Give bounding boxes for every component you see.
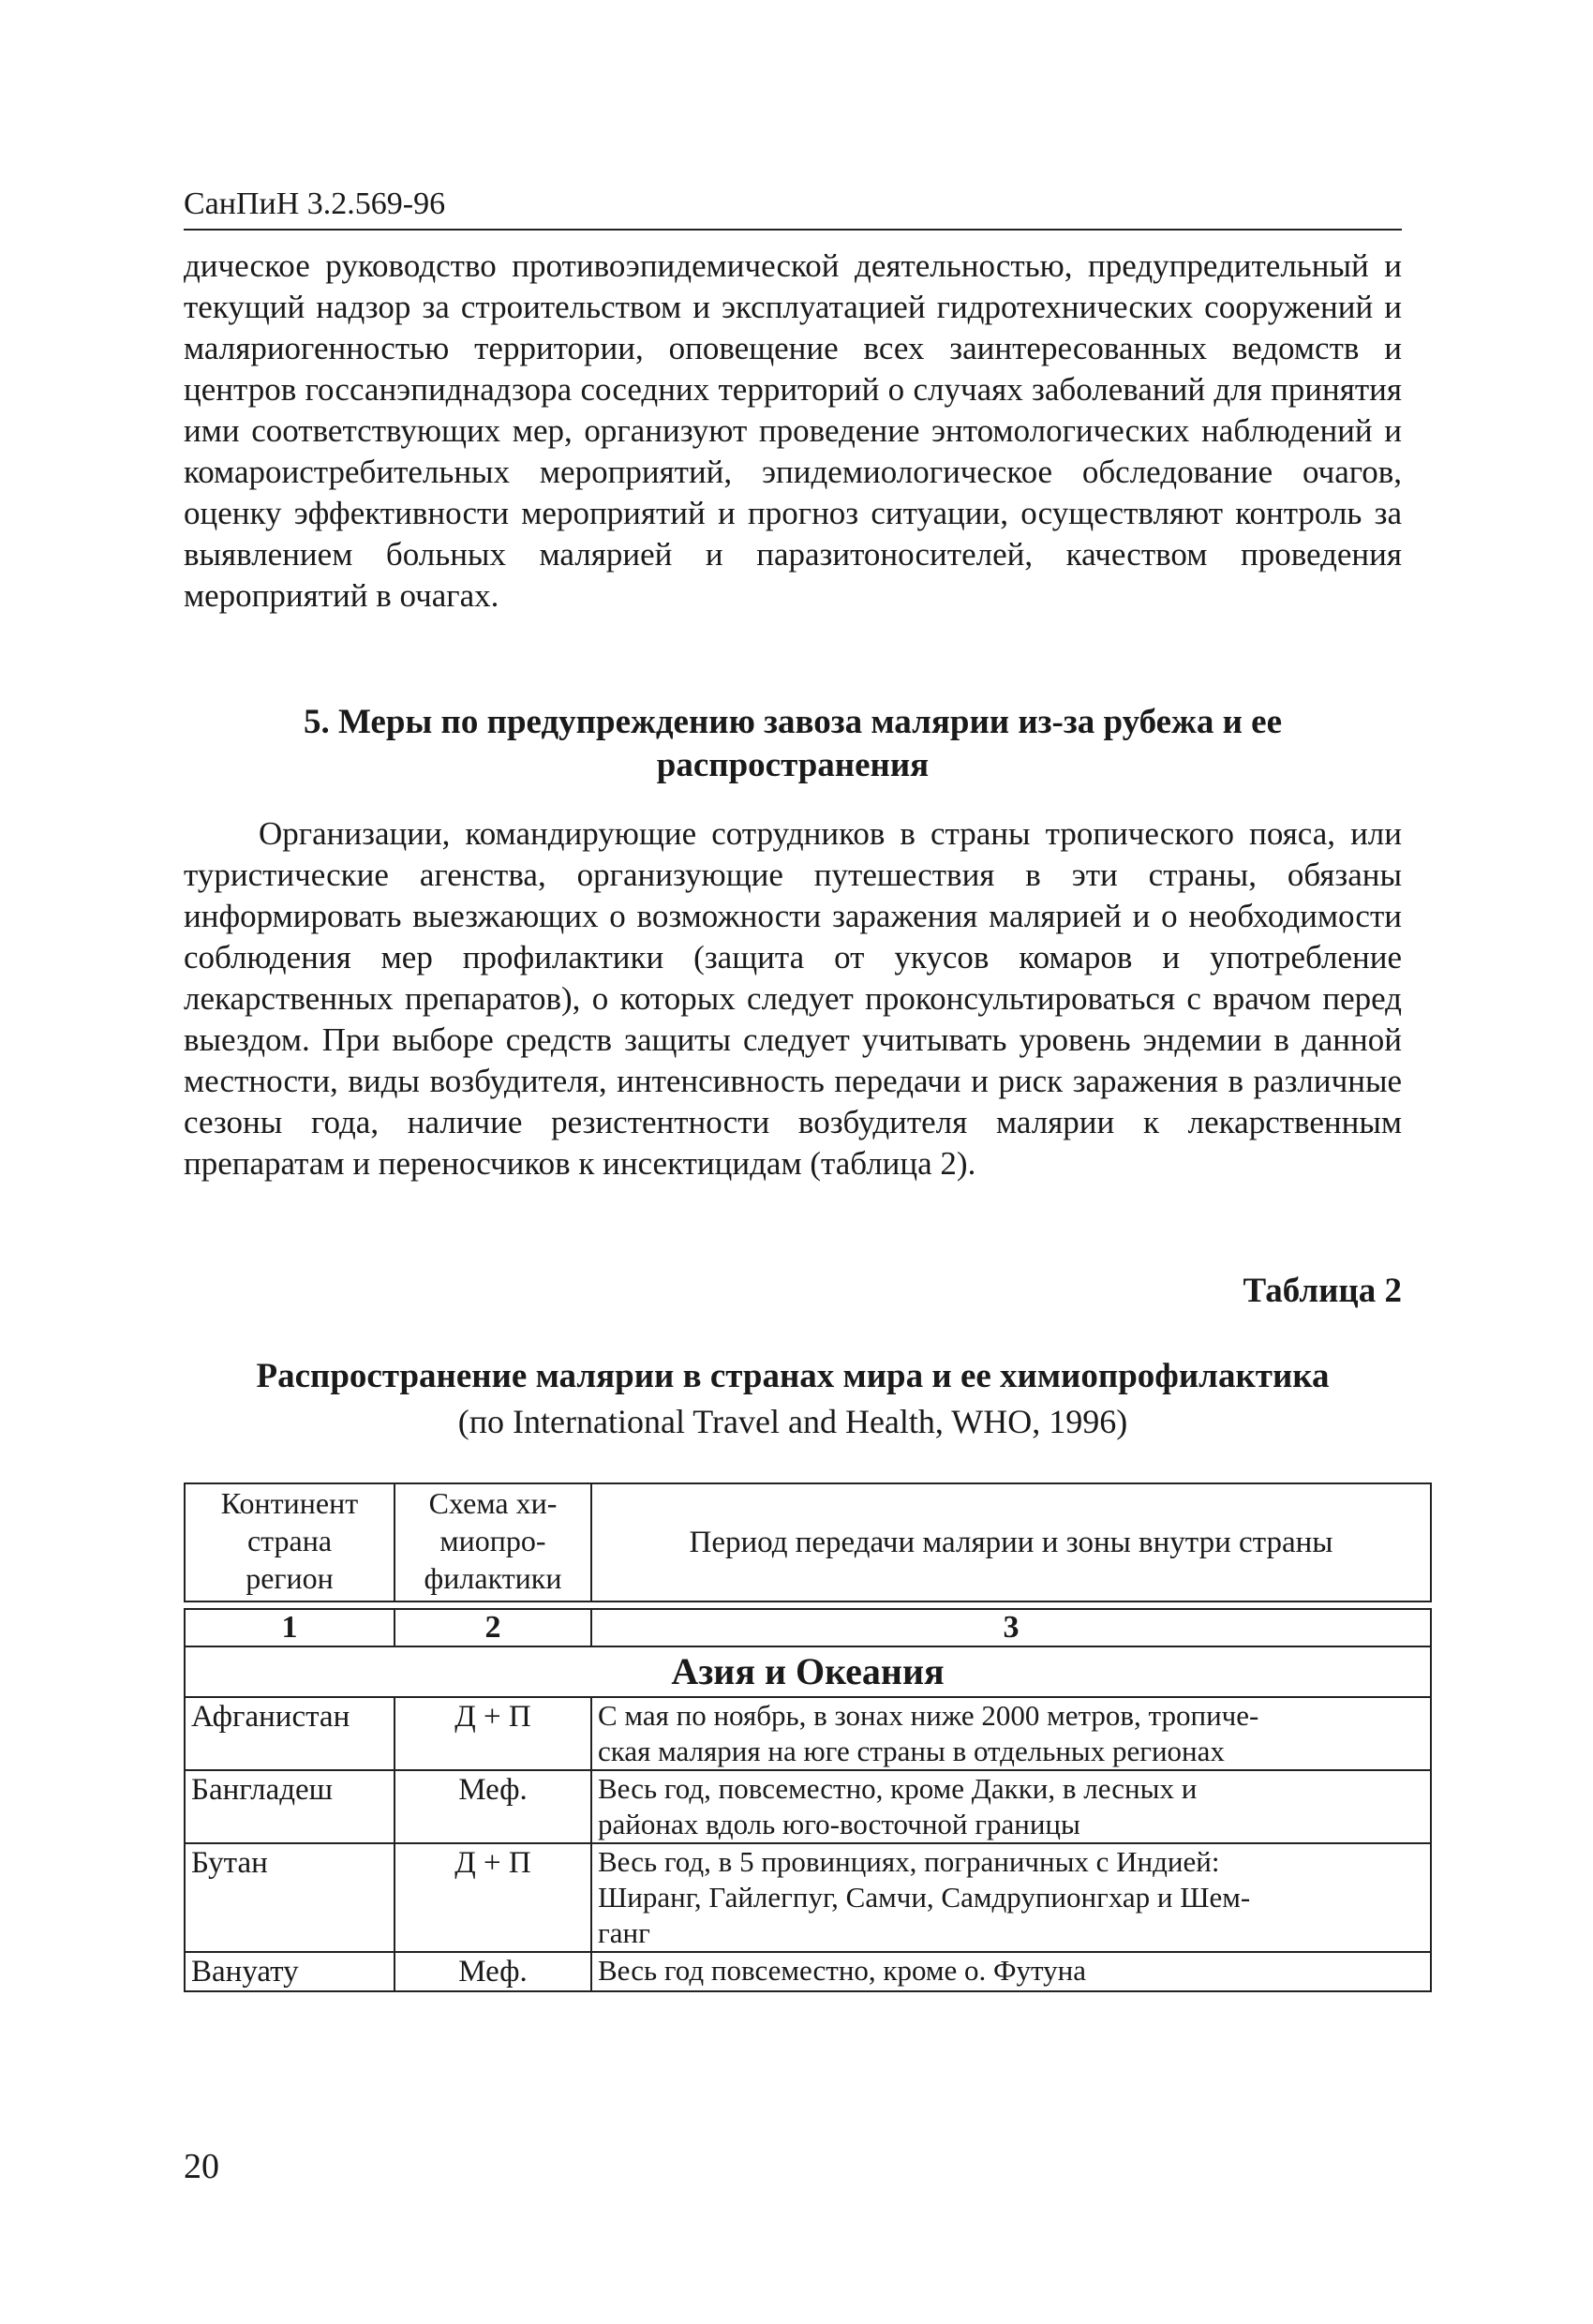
period-cell: Весь год, повсеместно, кроме Дакки, в лесных и районах вдоль юго-восточной границы [591,1770,1431,1843]
paragraph-continued: дическое руководство противоэпидемической деятельностью, предупредительный и текущий надзор за строительством и эксплуатацией гидротехнических сооружений и маляриогенностью территории, оповещение всех заинтересованных ведомств и центров госсанэпиднадзора соседних территорий о случаях заболеваний для принятия ими соответствующих мер, организуют проведение энтомологических наблюдений и комароистребительных мероприятий, эпидемиологическое обследование очагов, оценку эффективности мероприятий и прогноз ситуации, осуществляют контроль за выявлением больных малярией и паразитоносителей, качеством проведения мероприятий в очагах. [184,247,1402,614]
column-number: 2 [395,1609,591,1646]
table-header-row [185,1483,1431,1601]
country-cell: Бутан [185,1843,395,1952]
period-cell: С мая по ноябрь, в зонах ниже 2000 метров, тропиче- ская малярия на юге страны в отдельных регионах [591,1697,1431,1770]
table-row [185,1770,1431,1843]
section-title-line-1: 5. Меры по предупреждению завоза малярии из-за рубежа и ее [303,703,1283,741]
period-cell: Весь год повсеместно, кроме о. Футуна [591,1952,1431,1991]
table-row [185,1697,1431,1770]
country-cell: Афганистан [185,1697,395,1770]
region-row [185,1646,1431,1697]
section-title-line-2: распространения [656,746,930,784]
header-continent: Континент страна регион [185,1483,395,1601]
scheme-cell: Меф. [395,1770,591,1843]
column-number: 1 [185,1609,395,1646]
table-row [185,1952,1431,1991]
malaria-table [184,1482,1432,1992]
country-cell: Бангладеш [185,1770,395,1843]
column-number: 3 [591,1609,1431,1646]
running-header: СанПиН 3.2.569-96 [184,186,446,221]
paragraph-prevention: Организации, командирующие сотрудников в страны тропического пояса, или туристические агенства, организующие путешествия в эти страны, обязаны информировать выезжающих о возможности заражения малярией и о необходимости соблюдения мер профилактики (защита от укусов комаров и употребление лекарственных препаратов), о которых следует проконсультироваться с врачом перед выездом. При выборе средств защиты следует учитывать уровень эндемии в данной местности, виды возбудителя, интенсивность передачи и риск заражения в различные сезоны года, наличие резистентности возбудителя малярии к лекарственным препаратам и переносчиков к инсектицидам (таблица 2). [184,815,1402,1182]
table-source: (по International Travel and Health, WHO, 1996) [457,1403,1128,1440]
scheme-cell: Меф. [395,1952,591,1991]
scheme-cell: Д + П [395,1697,591,1770]
table-title: Распространение малярии в странах мира и ее химиопрофилактика [256,1357,1330,1395]
header-scheme: Схема хи- миопро- филактики [395,1483,591,1601]
table-gap [185,1601,1431,1609]
header-rule [184,229,1402,231]
scheme-cell: Д + П [395,1843,591,1952]
region-heading: Азия и Океания [185,1646,1431,1697]
section-title [184,701,1402,787]
table-label: Таблица 2 [1243,1272,1402,1310]
period-cell: Весь год, в 5 провинциях, пограничных с Индией: Ширанг, Гайлегпуг, Самчи, Самдрупионгхар и Шем- ганг [591,1843,1431,1952]
column-numbers-row [185,1609,1431,1646]
header-period: Период передачи малярии и зоны внутри страны [591,1483,1431,1601]
country-cell: Вануату [185,1952,395,1991]
page-number: 20 [184,2147,219,2186]
table-row [185,1843,1431,1952]
